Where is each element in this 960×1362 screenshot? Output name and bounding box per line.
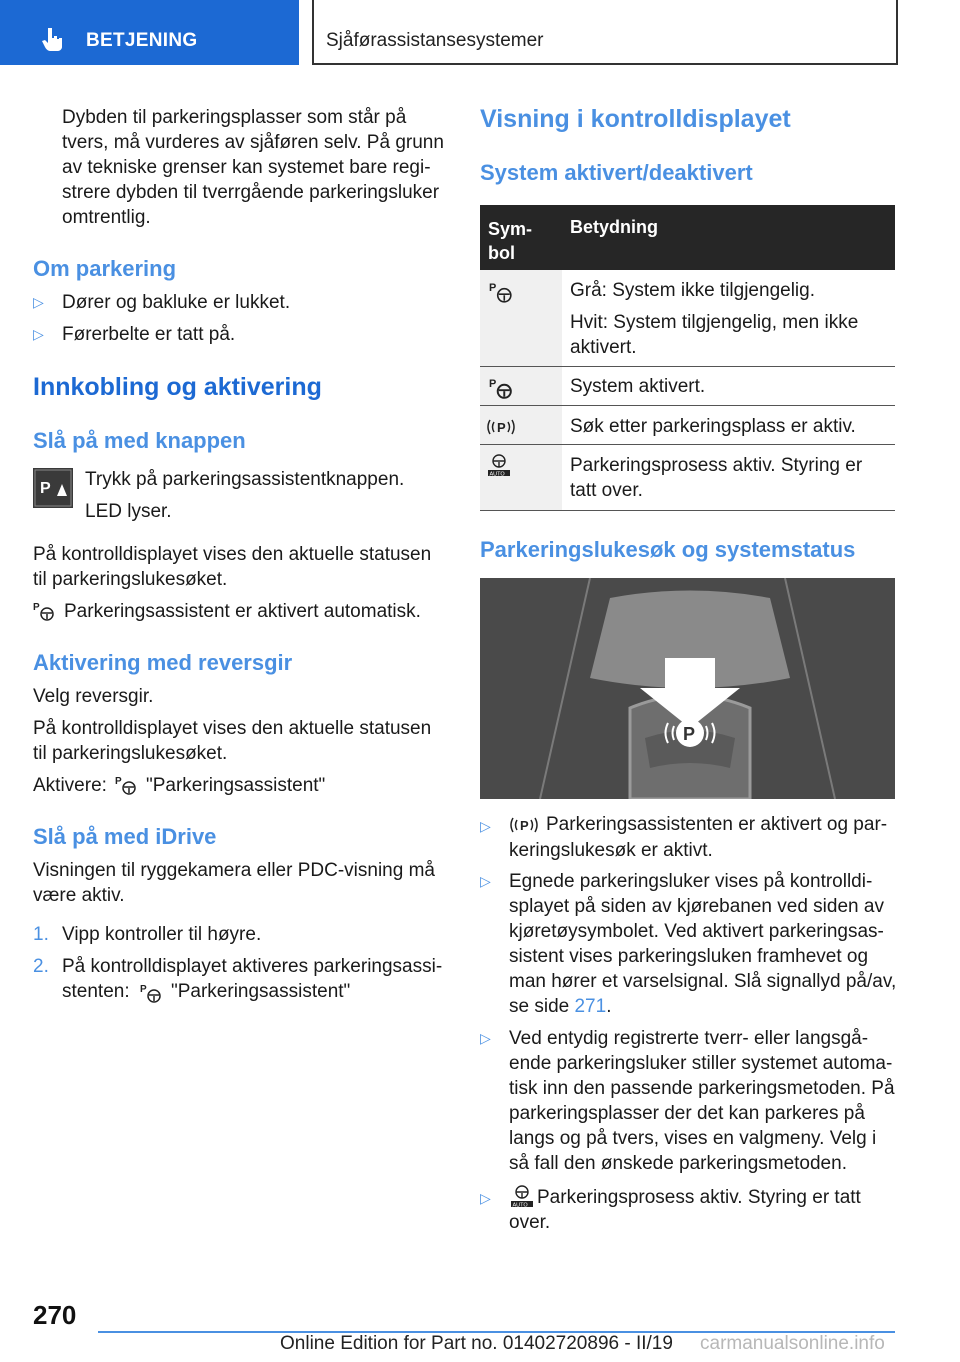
revers-heading: Aktivering med reversgir bbox=[33, 650, 293, 675]
page-link[interactable]: 271 bbox=[574, 996, 607, 1017]
bullet-triangle-icon: ▷ bbox=[480, 1190, 491, 1206]
auto-steering-icon bbox=[486, 453, 512, 477]
bullet-text: Egnede parkeringsluker vises på kontrolldi- splayet på siden av kjørebanen ved siden av kjøretøysymbolet. Ved aktivert parkeringsas- sistent vises parkeringsluken framhevet og man hører et varselsignal. Slå signallyd på/av, se side 271. bbox=[509, 871, 897, 1017]
svg-text:P: P bbox=[115, 776, 122, 787]
idrive-paragraph: Visningen til ryggekamera eller PDC-visning må være aktiv. bbox=[33, 860, 435, 906]
bullet-triangle-icon: ▷ bbox=[480, 818, 491, 834]
parking-assist-icon bbox=[140, 982, 162, 1004]
step-number: 2. bbox=[33, 956, 49, 977]
parking-search-icon bbox=[509, 814, 539, 836]
knapp-heading: Slå på med knappen bbox=[33, 428, 246, 453]
om-parkering-heading: Om parkering bbox=[33, 256, 177, 281]
parking-assist-icon bbox=[33, 600, 55, 622]
chapter-header bbox=[312, 0, 898, 65]
svg-text:P: P bbox=[33, 602, 40, 613]
list-item: Dører og bakluke er lukket. bbox=[62, 292, 291, 313]
svg-text:P: P bbox=[140, 984, 147, 995]
parking-button-icon bbox=[33, 468, 73, 508]
bullet-triangle-icon: ▷ bbox=[480, 873, 491, 889]
table-cell: Grå: System ikke tilgjengelig. bbox=[570, 280, 815, 301]
meaning-column-header: Betydning bbox=[570, 217, 658, 237]
page-number: 270 bbox=[33, 1300, 77, 1330]
svg-text:AUTO: AUTO bbox=[512, 1202, 528, 1208]
svg-text:P: P bbox=[520, 818, 529, 833]
bullet-text: keringslukesøk er aktivt. bbox=[509, 840, 713, 861]
knapp-instruction: Trykk på parkeringsassistentknappen. bbox=[85, 469, 405, 490]
parking-assist-active-icon bbox=[488, 376, 514, 400]
display-paragraph: På kontrolldisplayet vises den aktuelle statusen til parkeringslukesøket. bbox=[33, 544, 432, 590]
row-divider bbox=[480, 510, 895, 511]
list-item: Førerbelte er tatt på. bbox=[62, 324, 236, 345]
aktivere-value: "Parkeringsassistent" bbox=[146, 775, 326, 796]
table-cell: System aktivert. bbox=[570, 376, 706, 397]
watermark: carmanualsonline.info bbox=[700, 1333, 885, 1354]
innkobling-heading: Innkobling og aktivering bbox=[33, 373, 322, 401]
bullet-text: Parkeringsprosess aktiv. Styring er tatt bbox=[537, 1187, 861, 1208]
bullet-triangle-icon: ▷ bbox=[33, 294, 44, 310]
step-number: 1. bbox=[33, 924, 49, 945]
step-text: Vipp kontroller til høyre. bbox=[62, 924, 262, 945]
intro-paragraph: Dybden til parkeringsplasser som står på tvers, må vurderes av sjåføren selv. På grunn av tekniske grenser kan systemet bare regi- strere dybden til tverrgående parkeringsluker omtrentlig. bbox=[62, 107, 444, 228]
visning-heading: Visning i kontrolldisplayet bbox=[480, 105, 791, 133]
svg-text:P: P bbox=[40, 480, 51, 497]
table-cell: Hvit: System tilgjengelig, men ikke aktivert. bbox=[570, 312, 859, 358]
system-heading: System aktivert/deaktivert bbox=[480, 160, 753, 185]
row-divider bbox=[480, 405, 895, 406]
bullet-text: Ved entydig registrerte tverr- eller langsgå- ende parkeringsluker stiller systemet automa- tisk inn den passende parkeringsmetoden. På parkeringsplasser der det kan parkeres på langs og på tvers, vises en valgmeny. Velg i så fall den ønskede parkeringsmetoden. bbox=[509, 1028, 895, 1174]
section-tab[interactable] bbox=[0, 0, 299, 65]
auto-text: Parkeringsassistent er aktivert automatisk. bbox=[64, 601, 421, 622]
svg-text:P: P bbox=[497, 420, 506, 435]
bullet-text: over. bbox=[509, 1212, 551, 1233]
parking-assist-icon bbox=[115, 774, 137, 796]
parking-display-illustration bbox=[480, 578, 895, 799]
revers-paragraph: På kontrolldisplayet vises den aktuelle statusen til parkeringslukesøket. bbox=[33, 718, 432, 764]
status-heading: Parkeringslukesøk og systemstatus bbox=[480, 537, 856, 562]
edition-text: Online Edition for Part no. 01402720896 - II/19 bbox=[280, 1333, 673, 1354]
table-header bbox=[480, 205, 895, 270]
aktivere-label: Aktivere: bbox=[33, 775, 107, 796]
table-cell: Søk etter parkeringsplass er aktiv. bbox=[570, 416, 856, 437]
idrive-heading: Slå på med iDrive bbox=[33, 824, 217, 849]
symbol-column-header: Sym- bol bbox=[488, 219, 533, 263]
svg-text:P: P bbox=[489, 377, 497, 390]
bullet-triangle-icon: ▷ bbox=[33, 326, 44, 342]
step-text: På kontrolldisplayet aktiveres parkeringsassi- stenten: bbox=[62, 956, 443, 1002]
svg-text:P: P bbox=[683, 724, 696, 744]
table-cell: Parkeringsprosess aktiv. Styring er tatt over. bbox=[570, 455, 863, 501]
chapter-title: Sjåførassistansesystemer bbox=[326, 30, 544, 51]
knapp-result: LED lyser. bbox=[85, 501, 172, 522]
svg-text:P: P bbox=[489, 281, 497, 294]
row-divider bbox=[480, 444, 895, 445]
bullet-triangle-icon: ▷ bbox=[480, 1030, 491, 1046]
row-divider bbox=[480, 366, 895, 367]
svg-text:AUTO: AUTO bbox=[489, 471, 505, 477]
section-label: BETJENING bbox=[86, 30, 198, 51]
revers-instruction: Velg reversgir. bbox=[33, 686, 154, 707]
hand-pointer-icon bbox=[40, 26, 66, 52]
auto-steering-icon bbox=[509, 1184, 535, 1208]
bullet-text: Parkeringsassistenten er aktivert og par- bbox=[546, 814, 888, 835]
parking-assist-icon bbox=[488, 280, 514, 304]
parking-search-icon bbox=[486, 416, 516, 438]
step-tail: "Parkeringsassistent" bbox=[171, 981, 351, 1002]
